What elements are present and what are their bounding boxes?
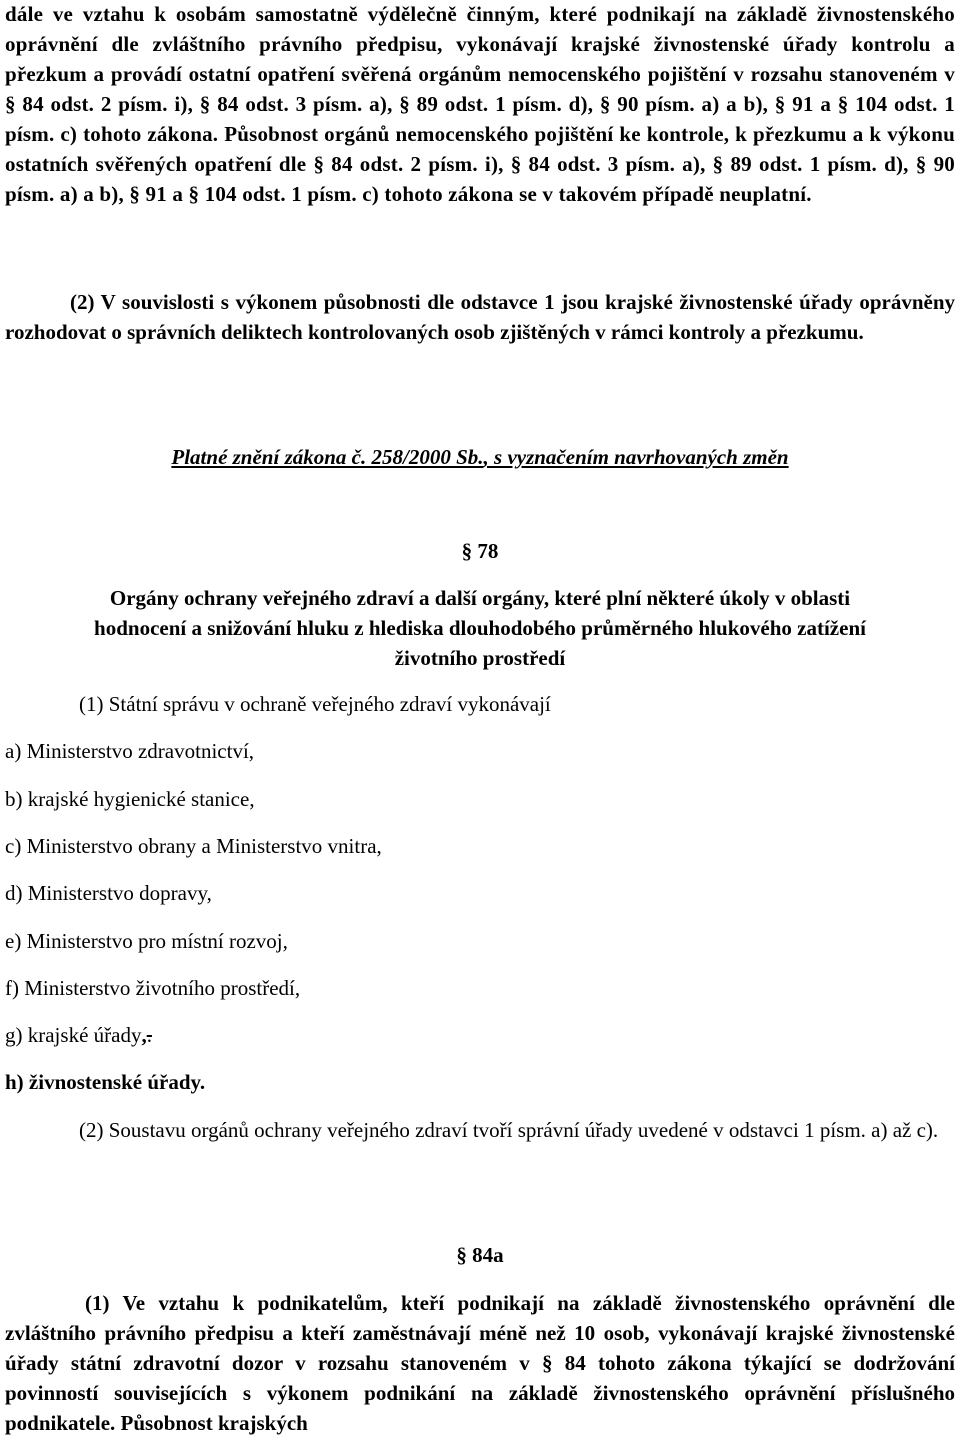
section-84a-paragraph-1: (1) Ve vztahu k podnikatelům, kteří podnikají na základě živnostenského oprávnění dle zvláštního právního předpisu a kteří zaměstnávají méně než 10 osob, vykonávají krajské živnostenské úřady státní zdravotní dozor v rozsahu stanoveném v § 84 tohoto zákona týkající se dodržování povinností souvisejících s výkonem podnikání na základě živnostenského oprávnění příslušného podnikatele. Působnost krajských	[5, 1291, 955, 1435]
list-item-c: c) Ministerstvo obrany a Ministerstvo vnitra,	[5, 834, 382, 858]
list-item-f: f) Ministerstvo životního prostředí,	[5, 976, 301, 1000]
section-title-line: hodnocení a snižování hluku z hlediska dlouhodobého průměrného hlukového zatížení	[94, 616, 866, 640]
section-78-paragraph-2: (2) Soustavu orgánů ochrany veřejného zdraví tvoří správní úřady uvedené v odstavci 1 písm. a) až c).	[79, 1118, 939, 1142]
list-item-g-inserted-comma: ,	[141, 1023, 147, 1047]
list-item-g	[5, 1020, 152, 1050]
paragraph-continuation: dále ve vztahu k osobám samostatně výdělečně činným, které podnikají na základě živnostenského oprávnění dle zvláštního právního předpisu, vykonávají krajské živnostenské úřady kontrolu a přezkum a provádí ostatní opatření svěřená orgánům nemocenského pojištění v rozsahu stanoveném v § 84 odst. 2 písm. i), § 84 odst. 3 písm. a), § 89 odst. 1 písm. d), § 90 písm. a) a b), § 91 a § 104 odst. 1 písm. c) tohoto zákona. Působnost orgánů nemocenského pojištění ke kontrole, k přezkumu a k výkonu ostatních svěřených opatření dle § 84 odst. 2 písm. i), § 84 odst. 3 písm. a), § 89 odst. 1 písm. d), § 90 písm. a) a b), § 91 a § 104 odst. 1 písm. c) tohoto zákona se v takovém případě neuplatní.	[5, 2, 955, 206]
heading-rest: , s vyznačením navrhovaných změn	[483, 445, 789, 469]
list-item-g-deleted-period: .	[146, 1023, 152, 1047]
paragraph-2: (2) V souvislosti s výkonem působnosti dle odstavce 1 jsou krajské živnostenské úřady oprávněny rozhodovat o správních deliktech kontrolovaných osob zjištěných v rámci kontroly a přezkumu.	[5, 290, 955, 344]
section-78-mark: § 78	[461, 539, 499, 563]
list-item-g-text: g) krajské úřady	[5, 1023, 142, 1047]
list-item-e: e) Ministerstvo pro místní rozvoj,	[5, 929, 288, 953]
list-item-a: a) Ministerstvo zdravotnictví,	[5, 739, 255, 763]
list-item-h: h) živnostenské úřady.	[5, 1070, 206, 1094]
section-78-title	[5, 583, 955, 673]
heading-main: Platné znění zákona č. 258/2000 Sb.	[171, 445, 484, 469]
section-title-line: Orgány ochrany veřejného zdraví a další orgány, které plní některé úkoly v oblasti	[109, 586, 851, 610]
section-84a-mark: § 84a	[456, 1243, 504, 1267]
list-item-d: d) Ministerstvo dopravy,	[5, 881, 212, 905]
amended-text-heading	[5, 442, 955, 472]
section-78-paragraph-1: (1) Státní správu v ochraně veřejného zdraví vykonávají	[79, 692, 551, 716]
list-item-b: b) krajské hygienické stanice,	[5, 787, 255, 811]
section-title-line: životního prostředí	[394, 646, 566, 670]
